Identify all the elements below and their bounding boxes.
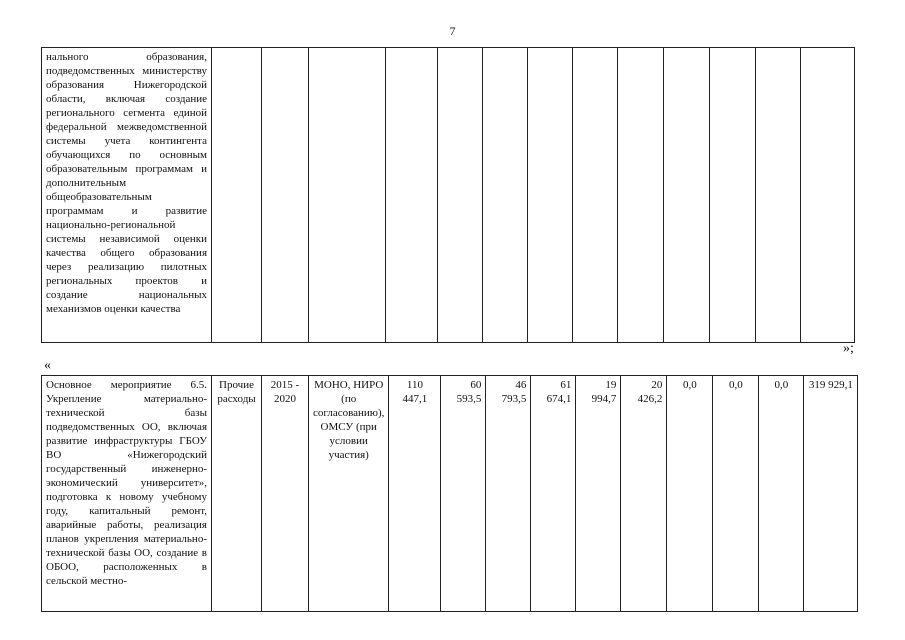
- empty-cell: [528, 48, 573, 343]
- value-cell: 0,0: [667, 376, 713, 612]
- empty-cell: [618, 48, 664, 343]
- event-description: Основное мероприятие 6.5. Укрепление материально-технической базы подведомственных ОО, включая развитие инфраструктуры ГБОУ ВО «Нижегородский государственный инженерно-экономический университет», подготовка к новому учебному году, капитальный ремонт, аварийные работы, реализация планов укрепления материально-технической базы ОО, создание в ОБОО, расположенных в сельской местно-: [42, 376, 212, 612]
- executor-cell: МОНО, НИРО (по согласованию), ОМСУ (при условии участия): [309, 376, 389, 612]
- empty-cell: [483, 48, 528, 343]
- period-cell: 2015 - 2020: [262, 376, 309, 612]
- empty-cell: [438, 48, 483, 343]
- empty-cell: [664, 48, 710, 343]
- empty-cell: [262, 48, 309, 343]
- empty-cell: [710, 48, 756, 343]
- value-cell: 60 593,5: [441, 376, 486, 612]
- value-cell: 61 674,1: [531, 376, 576, 612]
- value-cell: 46 793,5: [486, 376, 531, 612]
- value-cell: 0,0: [713, 376, 759, 612]
- expense-type-cell: Прочие расходы: [212, 376, 262, 612]
- empty-cell: [573, 48, 618, 343]
- value-cell: 110 447,1: [389, 376, 441, 612]
- page-number: 7: [449, 24, 456, 38]
- table-row: [42, 376, 858, 612]
- opening-quote-mark: «: [44, 358, 51, 373]
- closing-quote-mark: »;: [843, 341, 854, 356]
- empty-cell: [801, 48, 855, 343]
- empty-cell: [309, 48, 386, 343]
- table-row-6-5: [41, 375, 858, 612]
- value-cell: 0,0: [759, 376, 804, 612]
- empty-cell: [212, 48, 262, 343]
- table-continued: [41, 47, 855, 343]
- total-value-cell: 319 929,1: [804, 376, 858, 612]
- row-description: нального образования, подведомственных министерству образования Нижегородской области, включая создание регионального сегмента единой федеральной межведомственной системы учета контингента обучающихся по основным образовательным программам и дополнительным общеобразовательным программам и развитие национально-региональной системы независимой оценки качества общего образования через реализацию пилотных региональных проектов и создание национальных механизмов оценки качества: [42, 48, 212, 343]
- empty-cell: [386, 48, 438, 343]
- value-cell: 19 994,7: [576, 376, 621, 612]
- empty-cell: [756, 48, 801, 343]
- table-row: [42, 48, 855, 343]
- value-cell: 20 426,2: [621, 376, 667, 612]
